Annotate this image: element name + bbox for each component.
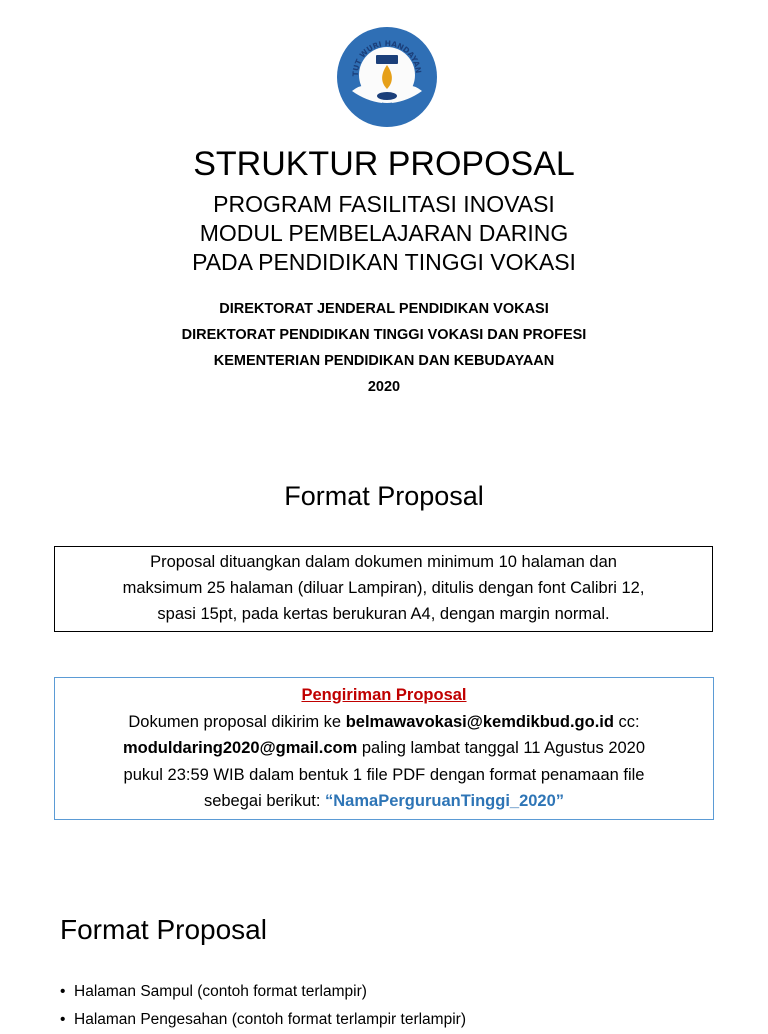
submission-text-1: Dokumen proposal dikirim ke — [128, 712, 346, 731]
format-rules-box — [54, 546, 713, 632]
organization-block — [0, 296, 768, 400]
organization-line-2: DIREKTORAT PENDIDIKAN TINGGI VOKASI DAN PROFESI — [181, 327, 587, 343]
format-proposal-heading: Format Proposal — [284, 481, 484, 511]
logo-book — [376, 55, 398, 64]
submission-text-2: cc: — [613, 712, 640, 731]
subtitle-line-3: PADA PENDIDIKAN TINGGI VOKASI — [192, 249, 576, 275]
submission-line-1 — [59, 709, 709, 736]
submission-email-primary: belmawavokasi@kemdikbud.go.id — [345, 712, 614, 731]
submission-email-cc: moduldaring2020@gmail.com — [122, 739, 358, 757]
submission-heading: Pengiriman Proposal — [301, 686, 467, 704]
format-rules-line-1: Proposal dituangkan dalam dokumen minimum 10 halaman dan — [150, 553, 617, 571]
list-item — [60, 978, 466, 1006]
list-item — [60, 1006, 466, 1034]
submission-line-3: pukul 23:59 WIB dalam bentuk 1 file PDF dengan format penamaan file — [123, 765, 645, 784]
page-title: STRUKTUR PROPOSAL — [193, 145, 575, 183]
list-item-text: Halaman Pengesahan (contoh format terlampir terlampir) — [74, 1011, 466, 1028]
format-proposal-list-heading: Format Proposal — [60, 914, 267, 945]
submission-box — [54, 677, 714, 820]
bullet-icon: • — [60, 1011, 66, 1028]
organization-line-3: KEMENTERIAN PENDIDIKAN DAN KEBUDAYAAN — [213, 353, 555, 369]
logo-base — [377, 92, 397, 100]
submission-text-5: sebegai berikut: — [203, 792, 326, 810]
bullet-icon: • — [60, 983, 66, 1000]
logo-motto-text: TUT WURI HANDAYAN — [350, 38, 424, 77]
subtitle-line-1: PROGRAM FASILITASI INOVASI — [213, 191, 555, 217]
list-item-text: Halaman Sampul (contoh format terlampir) — [74, 983, 367, 1000]
submission-line-2 — [59, 735, 709, 762]
format-proposal-list — [60, 978, 466, 1034]
organization-line-1: DIREKTORAT JENDERAL PENDIDIKAN VOKASI — [219, 301, 549, 317]
submission-filename-format: “NamaPerguruanTinggi_2020” — [325, 792, 565, 810]
format-rules-line-3: spasi 15pt, pada kertas berukuran A4, dengan margin normal. — [157, 605, 610, 623]
organization-year: 2020 — [367, 379, 401, 395]
submission-line-4 — [59, 788, 709, 815]
submission-text-3: paling lambat tanggal 11 Agustus 2020 — [357, 739, 646, 757]
subtitle-line-2: MODUL PEMBELAJARAN DARING — [199, 220, 569, 246]
format-rules-line-2: maksimum 25 halaman (diluar Lampiran), ditulis dengan font Calibri 12, — [122, 579, 645, 597]
program-subtitle — [0, 190, 768, 277]
tut-wuri-handayani-logo — [336, 25, 438, 129]
